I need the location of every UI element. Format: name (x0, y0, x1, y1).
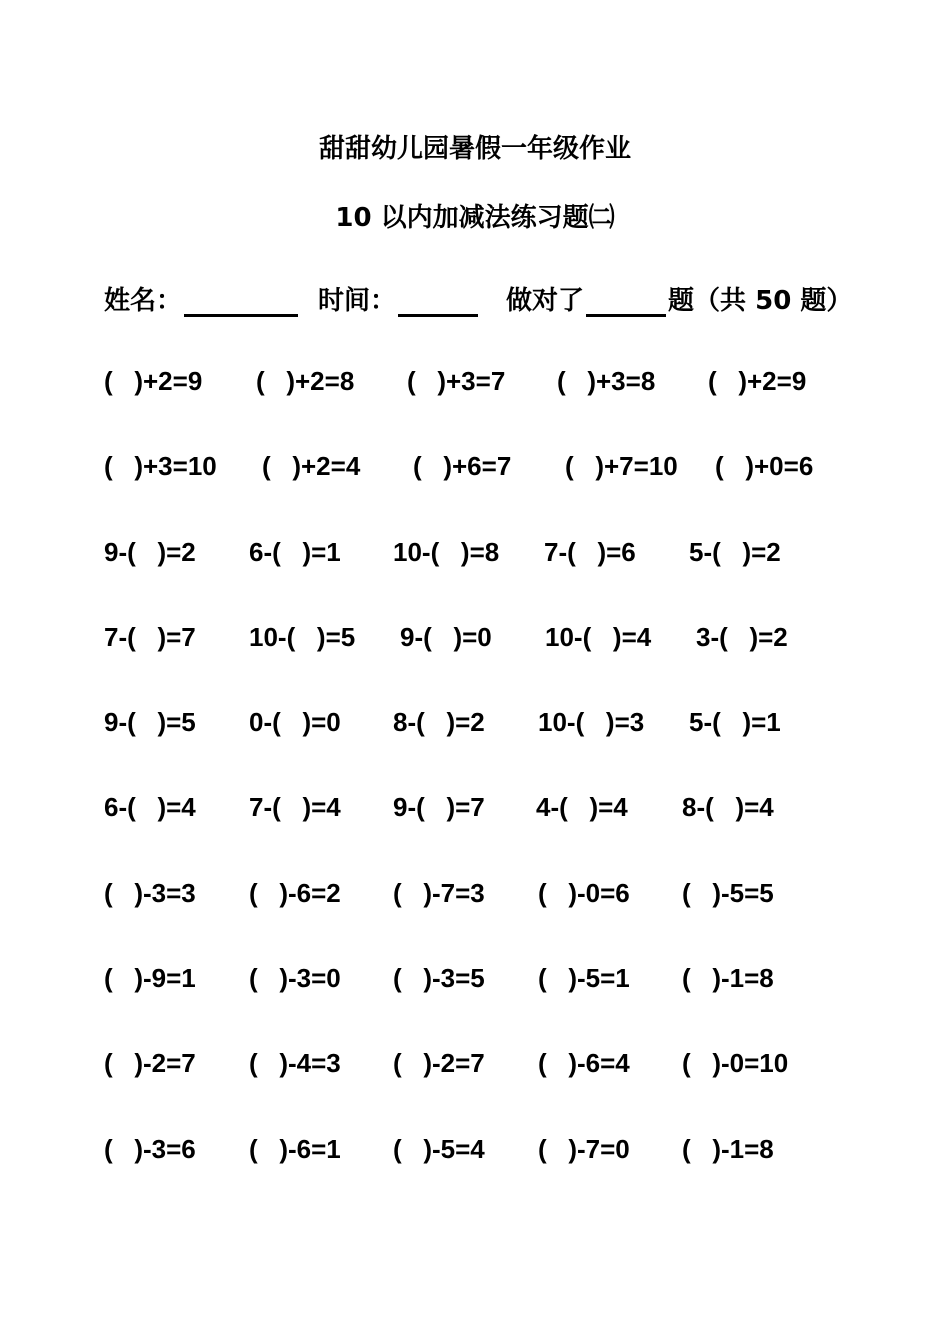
math-problem[interactable]: ( )-7=3 (393, 877, 485, 908)
math-problem[interactable]: ( )+2=8 (256, 366, 355, 396)
math-problem[interactable]: ( )+3=7 (407, 366, 506, 396)
name-blank[interactable] (184, 288, 298, 317)
school-title: 甜甜幼儿园暑假一年级作业 (318, 134, 631, 164)
math-problem[interactable]: 10-( )=5 (249, 621, 356, 652)
math-problem[interactable]: ( )-5=4 (393, 1133, 485, 1164)
math-problem[interactable]: ( )-3=0 (249, 963, 341, 994)
math-problem[interactable]: ( )-2=7 (104, 1048, 196, 1079)
math-problem[interactable]: 9-( )=7 (393, 792, 485, 823)
math-problem[interactable]: 8-( )=4 (682, 792, 774, 823)
math-problem[interactable]: 3-( )=2 (696, 621, 788, 652)
math-problem[interactable]: ( )-5=5 (682, 877, 774, 908)
math-problem[interactable]: 8-( )=2 (393, 707, 485, 738)
math-problem[interactable]: ( )+2=9 (708, 366, 807, 396)
math-problem[interactable]: 4-( )=4 (536, 792, 628, 823)
math-problem[interactable]: 10-( )=4 (545, 621, 652, 652)
math-problem[interactable]: 9-( )=0 (400, 621, 492, 652)
math-problem[interactable]: 5-( )=1 (689, 707, 781, 738)
math-problem[interactable]: ( )-2=7 (393, 1048, 485, 1079)
math-problem[interactable]: 10-( )=3 (538, 707, 645, 738)
math-problem[interactable]: 9-( )=2 (104, 536, 196, 567)
math-problem[interactable]: ( )+2=9 (104, 366, 203, 396)
math-problem[interactable]: ( )+2=4 (262, 451, 361, 482)
math-problem[interactable]: ( )+7=10 (565, 451, 678, 482)
correct-count-blank[interactable] (586, 288, 666, 317)
math-problem[interactable]: ( )-6=2 (249, 877, 341, 908)
math-problem[interactable]: 6-( )=1 (249, 536, 341, 567)
math-problem[interactable]: 10-( )=8 (393, 536, 500, 567)
math-problem[interactable]: ( )-1=8 (682, 963, 774, 994)
math-problem[interactable]: ( )-5=1 (538, 963, 630, 994)
math-problem[interactable]: 9-( )=5 (104, 707, 196, 738)
math-problem[interactable]: ( )-6=4 (538, 1048, 630, 1079)
correct-label: 做对了 (506, 286, 585, 316)
time-label: 时间： (318, 286, 397, 316)
math-problem[interactable]: ( )-3=3 (104, 877, 196, 908)
worksheet-title: 10 以内加减法练习题㈡ (335, 203, 615, 233)
math-problem[interactable]: ( )-3=6 (104, 1133, 196, 1164)
student-info-row (104, 280, 852, 317)
math-problem[interactable]: ( )+3=10 (104, 451, 217, 482)
math-problem[interactable]: ( )-4=3 (249, 1048, 341, 1079)
math-problem[interactable]: ( )-3=5 (393, 963, 485, 994)
math-problem[interactable]: ( )-9=1 (104, 963, 196, 994)
math-problem[interactable]: ( )-1=8 (682, 1133, 774, 1164)
math-problem[interactable]: 5-( )=2 (689, 536, 781, 567)
math-problem[interactable]: ( )+0=6 (715, 451, 814, 482)
math-problem[interactable]: ( )-0=6 (538, 877, 630, 908)
math-problem[interactable]: ( )+3=8 (557, 366, 656, 396)
math-problem[interactable]: ( )-0=10 (682, 1048, 789, 1079)
name-label: 姓名： (104, 286, 183, 316)
math-problem[interactable]: 7-( )=7 (104, 621, 196, 652)
math-problem[interactable]: ( )+6=7 (413, 451, 512, 482)
math-problem[interactable]: ( )-7=0 (538, 1133, 630, 1164)
math-problem[interactable]: 6-( )=4 (104, 792, 196, 823)
math-problem[interactable]: 0-( )=0 (249, 707, 341, 738)
total-label: 题（共 50 题） (668, 286, 853, 316)
math-problem[interactable]: 7-( )=4 (249, 792, 341, 823)
time-blank[interactable] (398, 288, 478, 317)
math-problem[interactable]: ( )-6=1 (249, 1133, 341, 1164)
math-problem[interactable]: 7-( )=6 (544, 536, 636, 567)
